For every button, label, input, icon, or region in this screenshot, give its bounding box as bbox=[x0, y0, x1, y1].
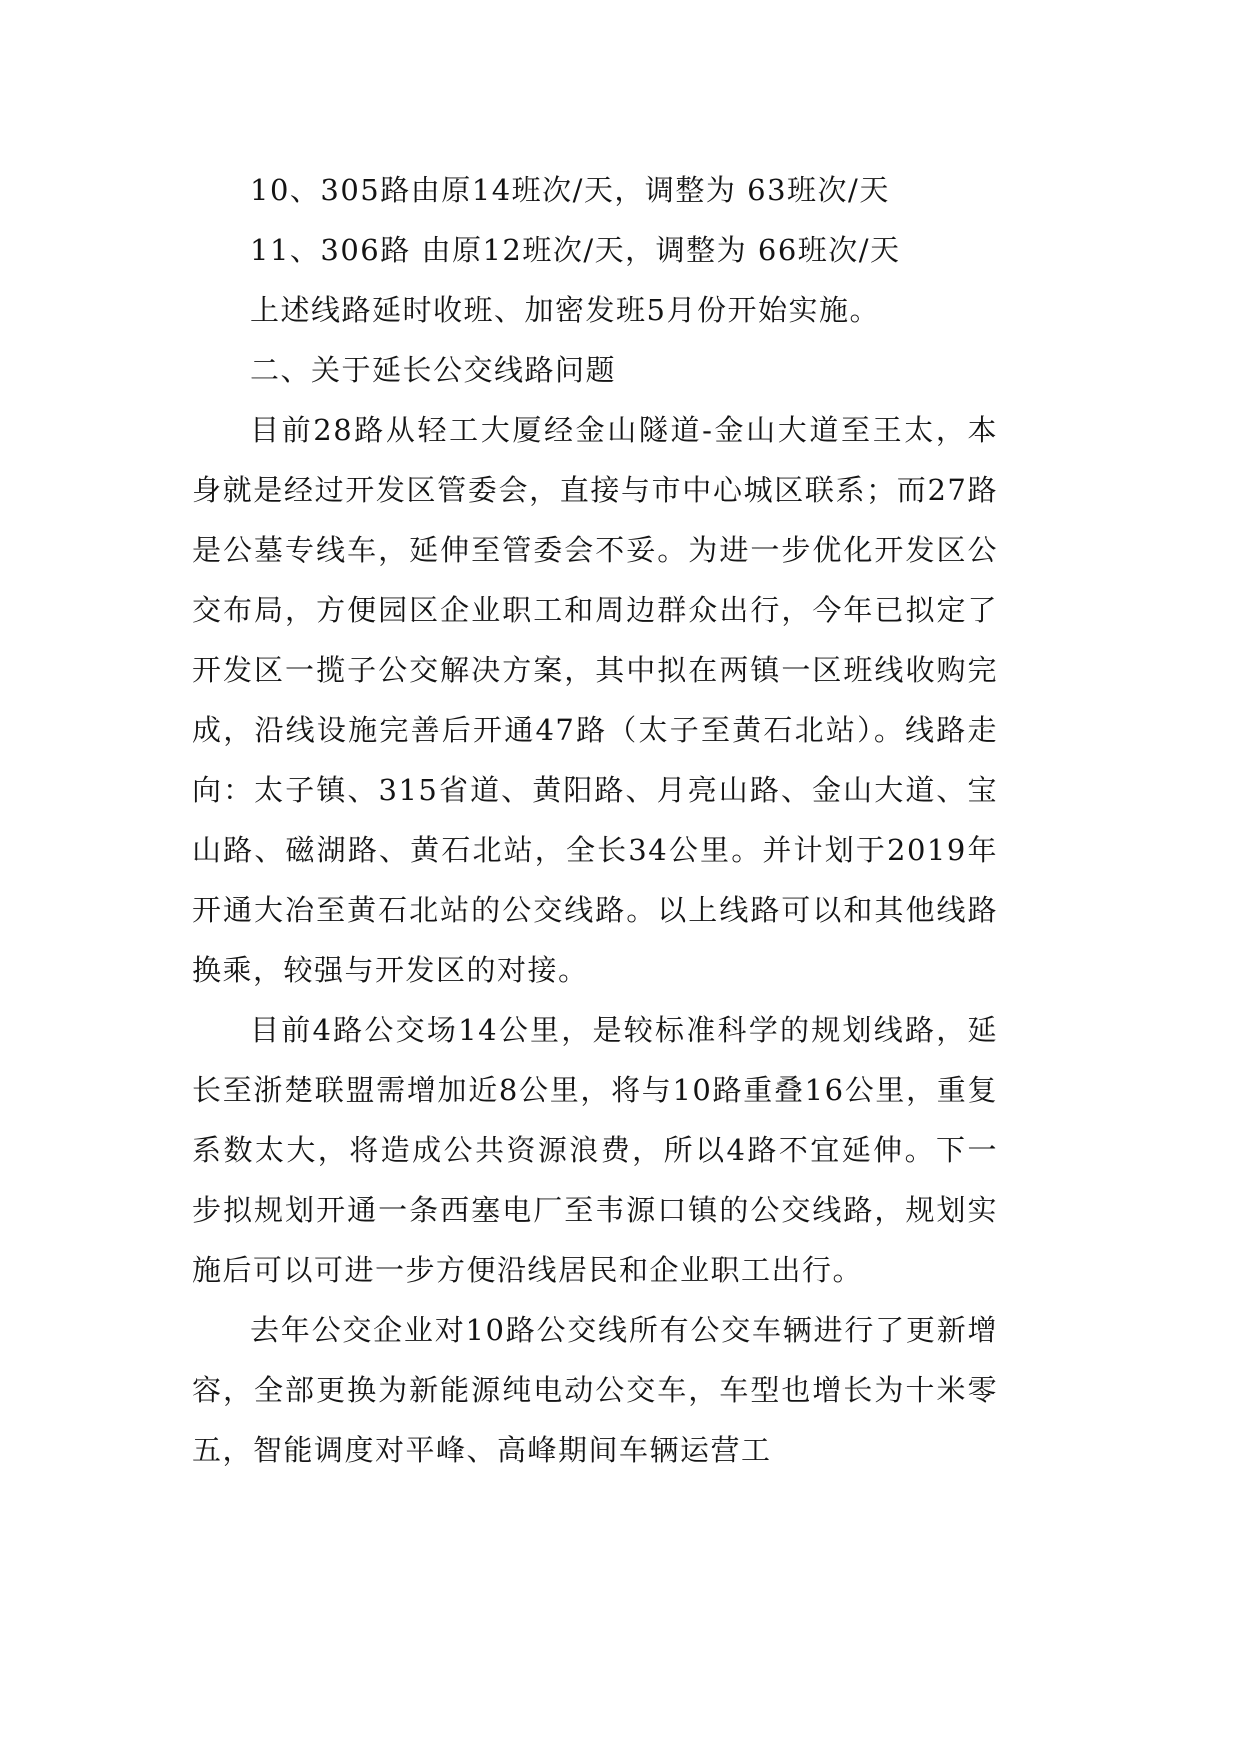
paragraph-route-4: 目前4路公交场14公里，是较标准科学的规划线路，延长至浙楚联盟需增加近8公里，将与10路重叠16公里，重复系数太大，将造成公共资源浪费，所以4路不宜延伸。下一步拟规划开通一条西塞电厂至韦源口镇的公交线路，规划实施后可以可进一步方便沿线居民和企业职工出行。 bbox=[192, 1013, 998, 1287]
paragraph-implementation-note: 上述线路延时收班、加密发班5月份开始实施。 bbox=[250, 293, 880, 327]
paragraph-route-305: 10、305路由原14班次/天，调整为 63班次/天 bbox=[250, 173, 890, 207]
section-heading-extend-routes: 二、关于延长公交线路问题 bbox=[250, 353, 617, 387]
paragraph-route-306: 11、306路 由原12班次/天，调整为 66班次/天 bbox=[250, 233, 901, 267]
document-body bbox=[192, 160, 998, 1480]
paragraph-route-10-upgrade: 去年公交企业对10路公交线所有公交车辆进行了更新增容，全部更换为新能源纯电动公交车，车型也增长为十米零五，智能调度对平峰、高峰期间车辆运营工 bbox=[192, 1313, 998, 1467]
paragraph-route-28: 目前28路从轻工大厦经金山隧道-金山大道至王太，本身就是经过开发区管委会，直接与市中心城区联系；而27路是公墓专线车，延伸至管委会不妥。为进一步优化开发区公交布局，方便园区企业职工和周边群众出行，今年已拟定了开发区一揽子公交解决方案，其中拟在两镇一区班线收购完成，沿线设施完善后开通47路（太子至黄石北站）。线路走向：太子镇、315省道、黄阳路、月亮山路、金山大道、宝山路、磁湖路、黄石北站，全长34公里。并计划于2019年开通大冶至黄石北站的公交线路。以上线路可以和其他线路换乘，较强与开发区的对接。 bbox=[192, 413, 998, 987]
